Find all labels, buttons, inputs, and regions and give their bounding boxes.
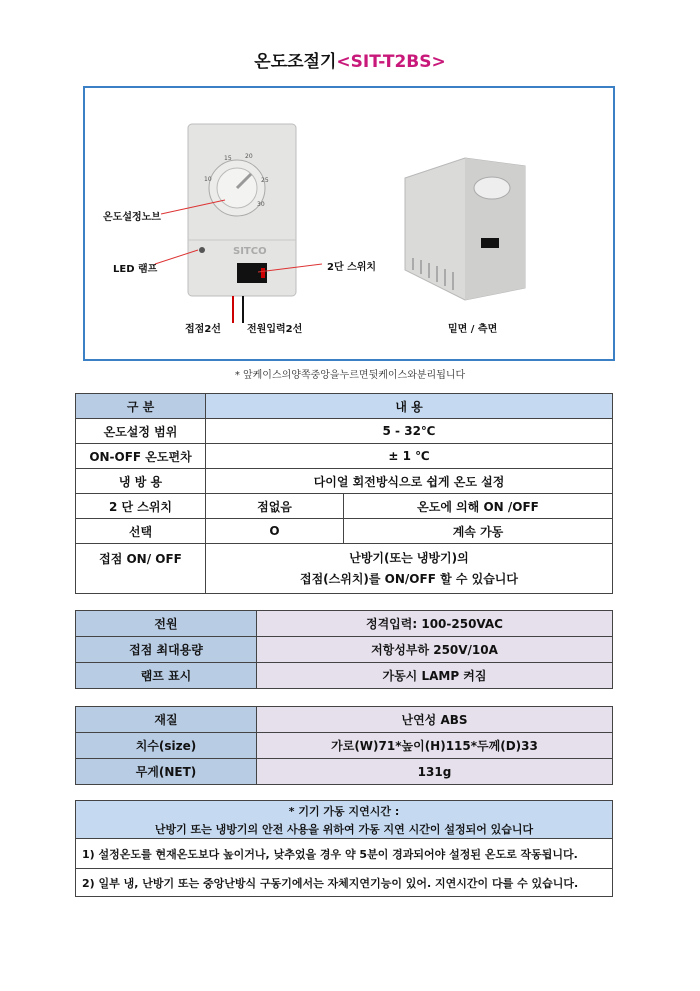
weight-value: 131g [257, 759, 613, 785]
spec-table [75, 393, 613, 594]
switch-b2: 계속 가동 [344, 519, 613, 544]
dial-30: 30 [257, 201, 265, 208]
power-table [75, 610, 613, 689]
notice-title: * 기기 가동 지연시간 : [76, 801, 613, 821]
temp-range-label: 온도설정 범위 [76, 419, 206, 444]
lamp-value: 가동시 LAMP 켜짐 [257, 663, 613, 689]
notice-subtitle: 난방기 또는 냉방기의 안전 사용을 위하여 가동 지연 시간이 설정되어 있습니다 [76, 821, 613, 839]
product-illustration [85, 88, 613, 359]
label-wire-power: 전원입력2선 [247, 324, 303, 335]
label-led: LED 램프 [113, 264, 158, 275]
switch-label-2: 선택 [76, 519, 206, 544]
size-value: 가로(W)71*높이(H)115*두께(D)33 [257, 733, 613, 759]
size-label: 치수(size) [76, 733, 257, 759]
switch-a1: 점없음 [206, 494, 344, 519]
lamp-label: 램프 표시 [76, 663, 257, 689]
caption: * 앞케이스의양쪽중앙을누르면뒷케이스와분리됩니다 [234, 370, 466, 381]
dial-20: 20 [245, 153, 253, 160]
capacity-value: 저항성부하 250V/10A [257, 637, 613, 663]
label-switch: 2단 스위치 [327, 262, 377, 273]
contact-label: 접점 ON/ OFF [76, 544, 206, 594]
page-title [0, 47, 700, 72]
dial-15: 15 [224, 155, 232, 162]
label-side-view: 밑면 / 측면 [448, 324, 498, 335]
label-knob: 온도설정노브 [103, 212, 161, 223]
contact-line-1: 난방기(또는 냉방기)의 [349, 550, 469, 565]
capacity-label: 접점 최대용량 [76, 637, 257, 663]
cool-heat-value: 다이얼 회전방식으로 쉽게 온도 설정 [206, 469, 613, 494]
notice-table [75, 800, 613, 897]
notice-item-1: 1) 설정온도를 현재온도보다 높이거나, 낮추었을 경우 약 5분이 경과되어야 설정된 온도로 작동됩니다. [76, 839, 613, 869]
switch-b1: O [206, 519, 344, 544]
spec-header-col2: 내 용 [206, 394, 613, 419]
power-value: 정격입력: 100-250VAC [257, 611, 613, 637]
title-main: 온도조절기 [254, 52, 337, 72]
notice-item-2: 2) 일부 냉, 난방기 또는 중앙난방식 구동기에서는 자체지연기능이 있어. 지연시간이 다를 수 있습니다. [76, 869, 613, 897]
cool-heat-label: 냉 방 용 [76, 469, 206, 494]
material-table [75, 706, 613, 785]
contact-value [206, 544, 613, 594]
power-label: 전원 [76, 611, 257, 637]
dial-25: 25 [261, 177, 269, 184]
temp-range-value: 5 - 32℃ [206, 419, 613, 444]
material-value: 난연성 ABS [257, 707, 613, 733]
led-lamp [199, 247, 205, 253]
onoff-diff-value: ± 1 ℃ [206, 444, 613, 469]
onoff-diff-label: ON-OFF 온도편차 [76, 444, 206, 469]
contact-line-2: 접점(스위치)를 ON/OFF 할 수 있습니다 [299, 571, 518, 586]
dial-10: 10 [204, 176, 212, 183]
brand-logo: SITCO [233, 246, 267, 257]
switch-a2: 온도에 의해 ON /OFF [344, 494, 613, 519]
label-wire-contact: 접점2선 [185, 324, 221, 335]
weight-label: 무게(NET) [76, 759, 257, 785]
spec-header-col1: 구 분 [76, 394, 206, 419]
switch-label-1: 2 단 스위치 [76, 494, 206, 519]
product-photo-box [83, 86, 615, 361]
material-label: 재질 [76, 707, 257, 733]
title-model: <SIT-T2BS> [336, 52, 446, 72]
